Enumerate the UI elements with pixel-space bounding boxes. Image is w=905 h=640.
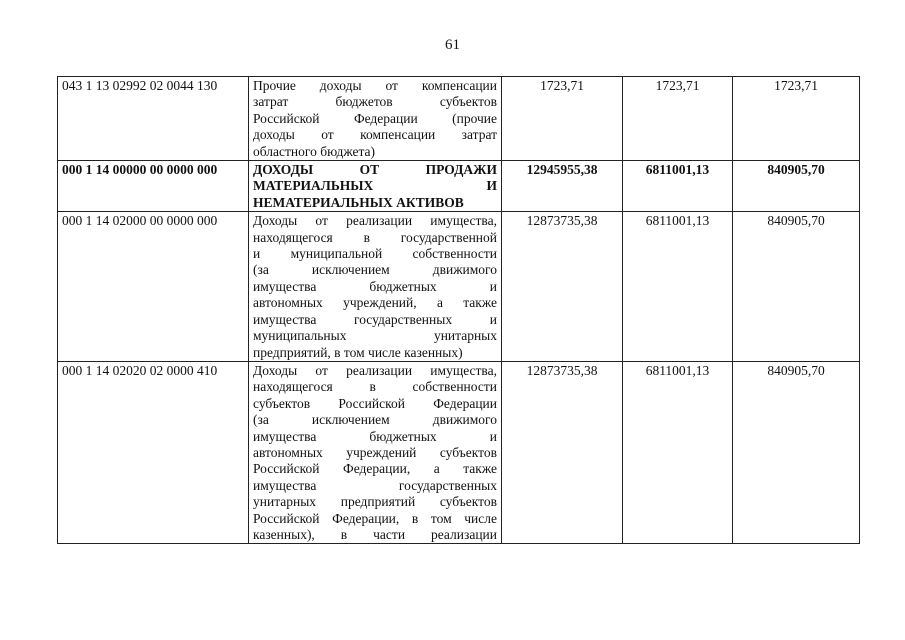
amount-cell-1: 12873735,38 [502, 361, 623, 543]
page-number: 61 [445, 37, 460, 53]
amount-cell-1: 12945955,38 [502, 161, 623, 212]
revenue-name-line: автономных учреждений субъектов [253, 444, 497, 460]
revenue-name-line: казенных), в части реализации [253, 526, 497, 542]
revenue-name-line: затрат бюджетов субъектов [253, 94, 497, 110]
budget-code-cell: 000 1 14 00000 00 0000 000 [58, 161, 249, 212]
revenue-name-line: Доходы от реализации имущества, [253, 362, 497, 378]
revenue-name-cell [249, 212, 502, 362]
table-row [58, 161, 860, 212]
amount-cell-2: 6811001,13 [623, 212, 733, 362]
revenue-table [57, 76, 860, 544]
revenue-name-line: Российской Федерации, в том числе [253, 510, 497, 526]
amount-cell-1: 1723,71 [502, 77, 623, 161]
table-row [58, 361, 860, 543]
budget-code-cell: 043 1 13 02992 02 0044 130 [58, 77, 249, 161]
revenue-name-line: субъектов Российской Федерации [253, 395, 497, 411]
table-row [58, 212, 860, 362]
revenue-name-cell [249, 161, 502, 212]
revenue-name-line: имущества государственных и [253, 311, 497, 327]
revenue-name-line: доходы от компенсации затрат [253, 127, 497, 143]
revenue-name-line: муниципальных унитарных [253, 328, 497, 344]
revenue-name-line: имущества бюджетных и [253, 428, 497, 444]
revenue-name-line: (за исключением движимого [253, 262, 497, 278]
revenue-name-line: МАТЕРИАЛЬНЫХ И [253, 178, 497, 194]
amount-cell-2: 1723,71 [623, 77, 733, 161]
revenue-name-line: унитарных предприятий субъектов [253, 494, 497, 510]
revenue-name-line: автономных учреждений, а также [253, 295, 497, 311]
revenue-name-line: НЕМАТЕРИАЛЬНЫХ АКТИВОВ [253, 194, 464, 210]
revenue-name-line: ДОХОДЫ ОТ ПРОДАЖИ [253, 162, 497, 178]
table-row [58, 77, 860, 161]
amount-cell-2: 6811001,13 [623, 161, 733, 212]
table-body [58, 77, 860, 544]
revenue-name-cell [249, 361, 502, 543]
revenue-name-cell [249, 77, 502, 161]
revenue-name-line: и муниципальной собственности [253, 246, 497, 262]
revenue-name-line: Доходы от реализации имущества, [253, 213, 497, 229]
amount-cell-3: 840905,70 [733, 212, 860, 362]
revenue-name-line: имущества государственных [253, 477, 497, 493]
revenue-name-line: областного бюджета) [253, 143, 376, 159]
budget-code-cell: 000 1 14 02000 00 0000 000 [58, 212, 249, 362]
amount-cell-1: 12873735,38 [502, 212, 623, 362]
budget-code-cell: 000 1 14 02020 02 0000 410 [58, 361, 249, 543]
revenue-name-line: Российской Федерации, а также [253, 461, 497, 477]
revenue-name-line: Прочие доходы от компенсации [253, 78, 497, 93]
revenue-name-line: находящегося в собственности [253, 379, 497, 395]
revenue-name-line: предприятий, в том числе казенных) [253, 344, 463, 360]
revenue-name-line: находящегося в государственной [253, 229, 497, 245]
amount-cell-3: 840905,70 [733, 161, 860, 212]
amount-cell-2: 6811001,13 [623, 361, 733, 543]
revenue-name-line: имущества бюджетных и [253, 278, 497, 294]
revenue-name-line: Российской Федерации (прочие [253, 110, 497, 126]
revenue-name-line: (за исключением движимого [253, 412, 497, 428]
amount-cell-3: 840905,70 [733, 361, 860, 543]
amount-cell-3: 1723,71 [733, 77, 860, 161]
